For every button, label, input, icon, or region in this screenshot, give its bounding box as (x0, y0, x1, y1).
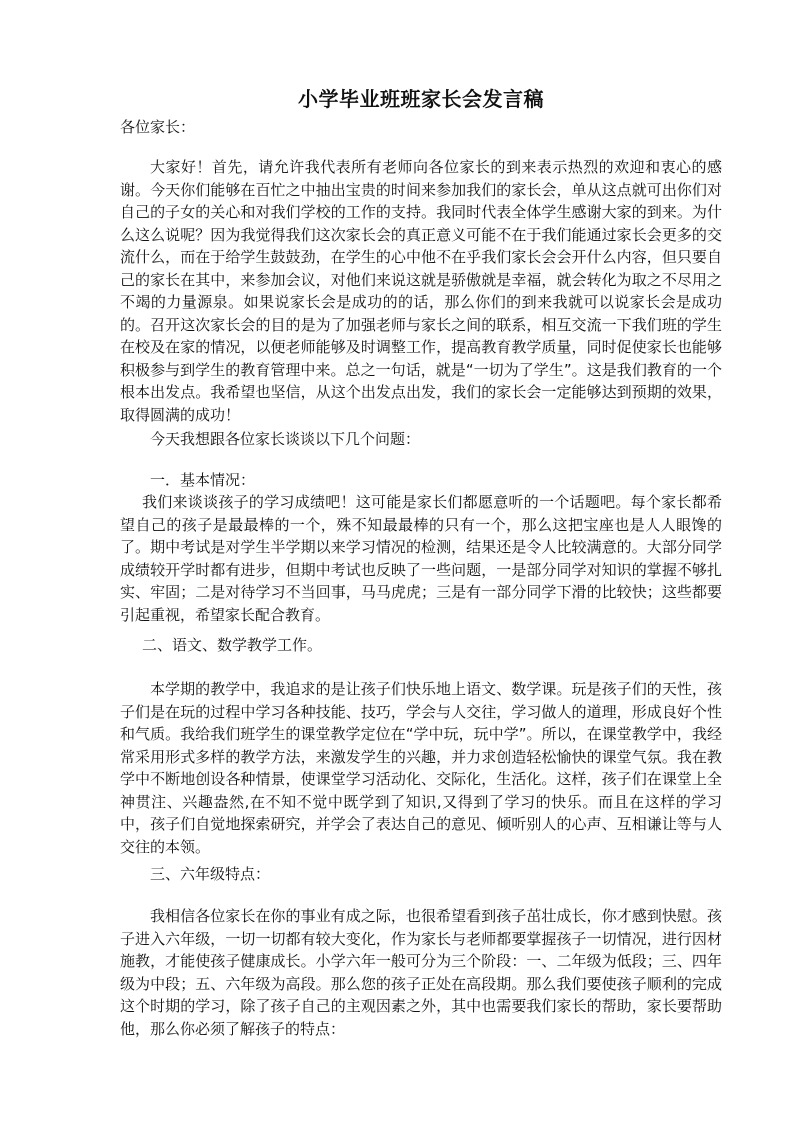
paragraph-basic-situation: 我们来谈谈孩子的学习成绩吧！这可能是家长们都愿意听的一个话题吧。每个家长都希望自己的孩子是最最棒的一个，殊不知最最棒的只有一个，那么这把宝座也是人人眼馋的了。期中考试是对学生半学期以来学习情况的检测，结果还是令人比较满意的。大部分同学成绩较开学时都有进步，但期中考试也反映了一些问题，一是部分同学对知识的掌握不够扎实、牢固；二是对待学习不当回事，马马虎虎；三是有一部分同学下滑的比较快；这些都要引起重视，希望家长配合教育。 (120, 493, 722, 624)
section-heading-teaching-work: 二、语文、数学教学工作。 (142, 636, 323, 654)
document-title: 小学毕业班班家长会发言稿 (298, 87, 544, 111)
section-heading-basic-situation: 一．基本情况： (150, 471, 256, 489)
salutation: 各位家长： (120, 118, 196, 136)
paragraph-opening: 大家好！首先，请允许我代表所有老师向各位家长的到来表示热烈的欢迎和衷心的感谢。今天你们能够在百忙之中抽出宝贵的时间来参加我们的家长会，单从这点就可出你们对自己的子女的关心和对我们学校的工作的支持。我同时代表全体学生感谢大家的到来。为什么这么说呢？因为我觉得我们这次家长会的真正意义可能不在于我们能通过家长会更多的交流什么，而在于给学生鼓鼓劲，在学生的心中他不在乎我们家长会会开什么内容，但只要自己的家长在其中，来参加会议，对他们来说这就是骄傲就是幸福，就会转化为取之不尽用之不竭的力量源泉。如果说家长会是成功的的话，那么你们的到来我就可以说家长会是成功的。召开这次家长会的目的是为了加强老师与家长之间的联系，相互交流一下我们班的学生在校及在家的情况，以便老师能够及时调整工作，提高教育教学质量，同时促使家长也能够积极参与到学生的教育管理中来。总之一句话，就是“一切为了学生”。这是我们教育的一个根本出发点。我希望也坚信，从这个出发点出发，我们的家长会一定能够达到预期的效果，取得圆满的成功！ (120, 158, 722, 424)
section-heading-grade-six: 三、六年级特点： (150, 865, 271, 883)
paragraph-grade-six: 我相信各位家长在你的事业有成之际，也很希望看到孩子茁壮成长，你才感到快慰。孩子进入六年级，一切一切都有较大变化，作为家长与老师都要掌握孩子一切情况，进行因材施教，才能使孩子健康成长。小学六年一般可分为三个阶段：一、二年级为低段；三、四年级为中段；五、六年级为高段。那么您的孩子正处在高段期。那么我们要使孩子顺利的完成这个时期的学习，除了孩子自己的主观因素之外，其中也需要我们家长的帮助，家长要帮助他，那么你必须了解孩子的特点： (120, 907, 722, 1038)
paragraph-teaching-work: 本学期的教学中，我追求的是让孩子们快乐地上语文、数学课。玩是孩子们的天性，孩子们是在玩的过程中学习各种技能、技巧，学会与人交往，学习做人的道理，形成良好个性和气质。我给我们班学生的课堂教学定位在“学中玩，玩中学”。所以，在课堂教学中，我经常采用形式多样的教学方法，来激发学生的兴趣，并力求创造轻松愉快的课堂气氛。我在教学中不断地创设各种情景，使课堂学习活动化、交际化，生活化。这样，孩子们在课堂上全神贯注、兴趣盎然,在不知不觉中既学到了知识,又得到了学习的快乐。而且在这样的学习中，孩子们自觉地探索研究，并学会了表达自己的意见、倾听别人的心声、互相谦让等与人交往的本领。 (120, 680, 722, 856)
document-page (120, 0, 722, 1123)
paragraph-topics-intro: 今天我想跟各位家长谈谈以下几个问题： (150, 430, 421, 448)
